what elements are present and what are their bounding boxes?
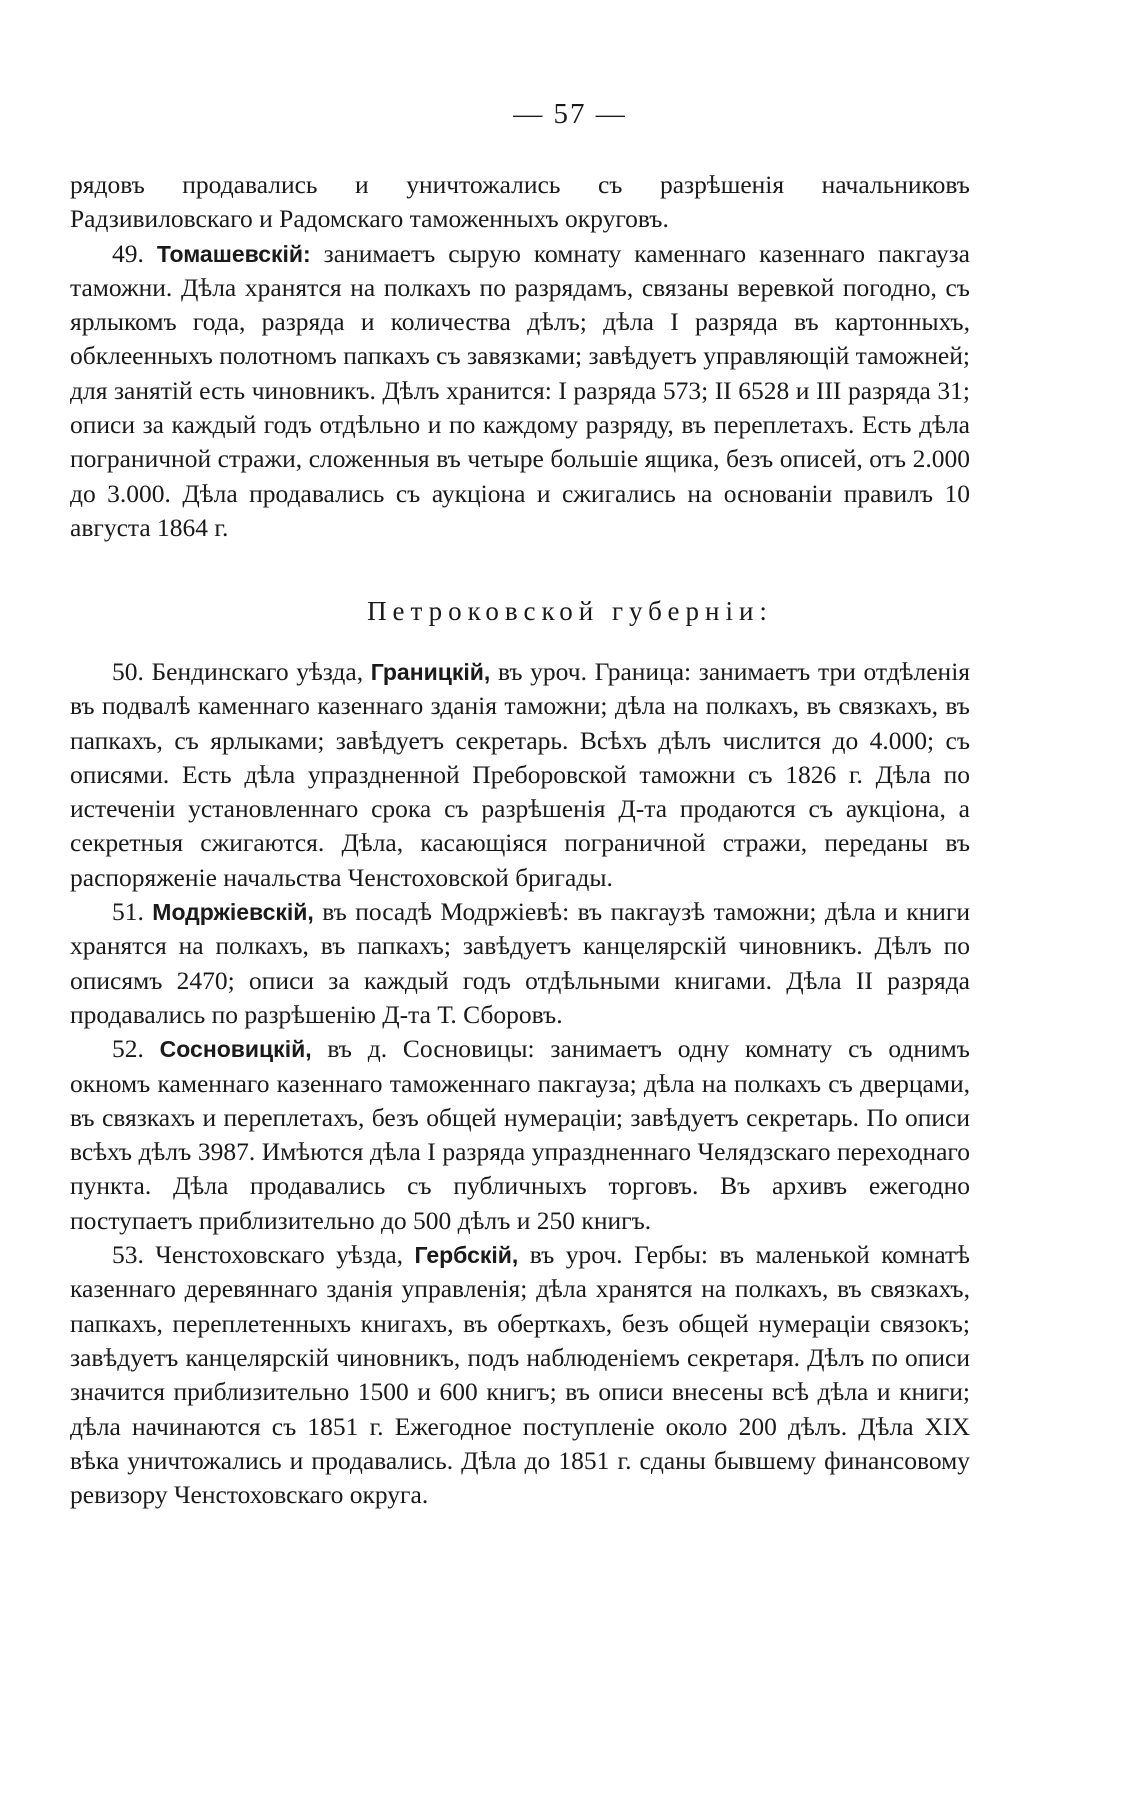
entry-name: Сосновицкій, [159,1036,312,1063]
section-heading: Петроковской губерніи: [367,596,773,626]
entry-52 [70,1032,970,1238]
page-number: — 57 — [513,98,627,130]
entry-49 [70,237,970,546]
entry-text: въ уроч. Граница: занимаетъ три отдѣленія въ подвалѣ каменнаго казеннаго зданія таможни; дѣла на полкахъ, въ связкахъ, въ папкахъ, съ ярлыками; завѣдуетъ секретарь. Всѣхъ дѣлъ числится до 4.000; съ описями. Есть дѣла упраздненной Преборовской таможни съ 1826 г. Дѣла по истеченіи установленнаго срока съ разрѣшенія Д-та продаются съ аукціона, а секретныя сжигаются. Дѣла, касающіяся пограничной стражи, переданы въ распоряженіе начальства Ченстоховской бригады. [70,657,971,892]
entry-53 [70,1238,970,1512]
entry-prefix [144,1034,160,1063]
paragraph-continuation: рядовъ продавались и уничтожались съ разрѣшенія начальниковъ Радзивиловскаго и Радомскаго таможенныхъ округовъ. [70,170,970,234]
entry-prefix: Ченстоховскаго уѣзда, [143,1240,415,1270]
entry-text: въ уроч. Гербы: въ маленькой комнатѣ казеннаго деревяннаго зданія управленія; дѣла хранятся на полкахъ, въ связкахъ, папкахъ, переплетенныхъ книгахъ, въ оберткахъ, безъ общей нумераціи связокъ; завѣдуетъ канцелярскій чиновникъ, подъ наблюденіемъ секретаря. Дѣлъ по описи значится приблизительно 1500 и 600 книгъ; въ описи внесены всѣ дѣла и книги; дѣла начинаются съ 1851 г. Ежегодное поступленіе около 200 дѣлъ. Дѣла XIX вѣка уничтожались и продавались. Дѣла до 1851 г. сданы бывшему финансовому ревизору Ченстоховскаго округа. [70,1240,970,1510]
text-block-top [70,168,970,545]
entry-prefix: Бендинскаго уѣзда, [143,657,371,686]
entry-51 [70,895,970,1032]
entry-number: 52. [112,1034,144,1064]
entry-name: Модржіевскій, [152,899,314,926]
entry-name: Границкій, [370,659,491,685]
text-block-bottom [70,655,970,1512]
entry-name: Гербскій, [414,1242,519,1269]
entry-number: 49. [112,238,144,268]
entry-50 [70,655,970,895]
entry-text: занимаетъ сырую комнату каменнаго казеннаго пакгауза таможни. Дѣла хранятся на полкахъ по разрядамъ, связаны веревкой погодно, съ ярлыкомъ года, разряда и количества дѣлъ; дѣла I разряда въ картонныхъ, обклеенныхъ полотномъ папкахъ съ завязками; завѣдуетъ управляющій таможней; для занятій есть чиновникъ. Дѣлъ хранится: I разряда 573; II 6528 и III разряда 31; описи за каждый годъ отдѣльно и по каждому разряду, въ переплетахъ. Есть дѣла пограничной стражи, сложенныя въ четыре большіе ящика, безъ описей, отъ 2.000 до 3.000. Дѣла продавались съ аукціона и сжигались на основаніи правилъ 10 августа 1864 г. [70,238,970,542]
entry-name: Томашевскій: [156,240,311,267]
entry-text: въ посадѣ Модржіевѣ: въ пакгаузѣ таможни; дѣла и книги хранятся на полкахъ, въ папкахъ; завѣдуетъ канцелярскій чиновникъ. Дѣлъ по описямъ 2470; описи за каждый годъ отдѣльными книгами. Дѣла II разряда продавались по разрѣшенію Д-та Т. Сборовъ. [70,897,970,1029]
entry-number: 53. [112,1240,144,1270]
entry-number: 51. [112,897,144,927]
entry-number: 50. [112,657,144,686]
entry-text: въ д. Сосновицы: занимаетъ одну комнату съ однимъ окномъ каменнаго казеннаго таможеннаго пакгауза; дѣла на полкахъ съ дверцами, въ связкахъ и переплетахъ, безъ общей нумераціи; завѣдуетъ секретарь. По описи всѣхъ дѣлъ 3987. Имѣются дѣла I разряда упраздненнаго Челядзскаго переходнаго пункта. Дѣла продавались съ публичныхъ торговъ. Въ архивъ ежегодно поступаетъ приблизительно до 500 дѣлъ и 250 книгъ. [70,1034,970,1235]
